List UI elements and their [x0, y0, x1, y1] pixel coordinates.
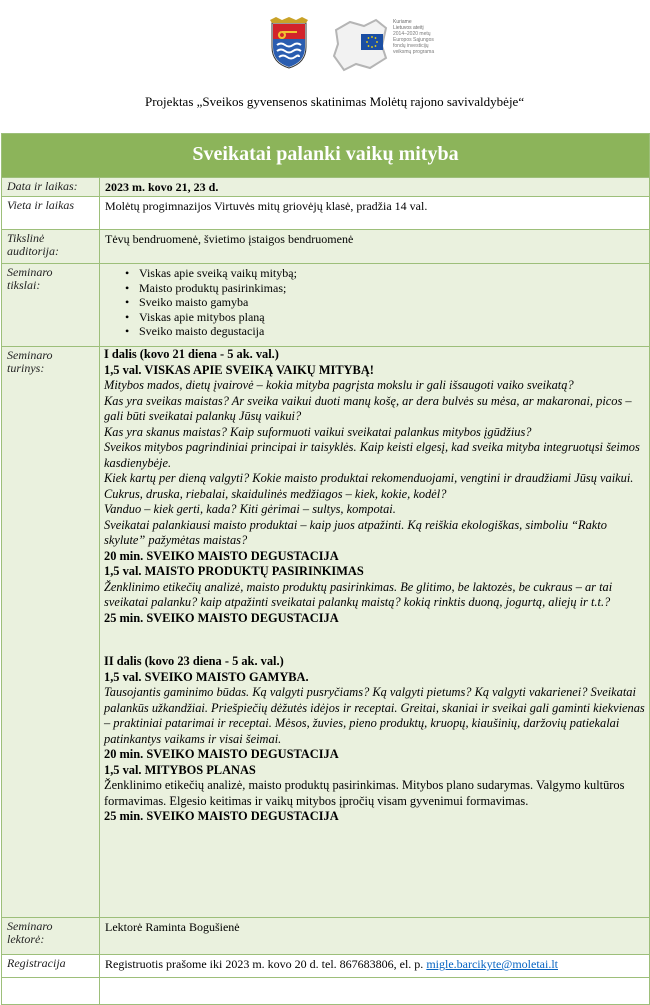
- event-title: Sveikatai palanki vaikų mityba: [2, 134, 650, 178]
- seminar-content: [100, 347, 650, 918]
- p1-text: Kiek kartų per dieną valgyti? Kokie maisto produktai rekomenduojami, vengtini ir draudžiami Jūsų vaikui.: [104, 471, 634, 485]
- logo-header: [0, 16, 650, 78]
- registration-text: Registruotis prašome iki 2023 m. kovo 20 d. tel. 867683806, el. p.: [105, 957, 427, 971]
- p2-section2-heading: 1,5 val. MITYBOS PLANAS: [104, 762, 256, 777]
- p1-text: Kas yra skanus maistas? Kaip suformuoti vaikui sveikatai palankus mitybos įgūdžius?: [104, 424, 532, 439]
- eu-flag-icon: [361, 34, 383, 50]
- p1-text: Cukrus, druska, riebalai, skaidulinės medžiagos – kiek, kokie, kodėl?: [104, 486, 447, 501]
- lecturer-value: Lektorė Raminta Bogušienė: [100, 918, 650, 955]
- goals-row: [2, 264, 650, 347]
- eu-logo: [330, 16, 445, 74]
- lecturer-row: [2, 918, 650, 955]
- event-table: [1, 133, 650, 1005]
- lecturer-label: Seminaro lektorė:: [2, 918, 100, 955]
- goals-list-cell: [100, 264, 650, 347]
- registration-label: Registracija: [2, 955, 100, 978]
- date-label: Data ir laikas:: [2, 178, 100, 197]
- p1-section2-heading: 1,5 val. MAISTO PRODUKTŲ PASIRINKIMAS: [104, 564, 364, 578]
- p1-text: Kas yra sveikas maistas? Ar sveika vaikui duoti manų košę, ar dera bulvės su mėsa, ar makaronai, picos – gali būti sveikatai palankų Jūsų vaikui?: [104, 393, 632, 423]
- p1-section2-text: Ženklinimo etikečių analizė, maisto produktų pasirinkimas. Be glitimo, be laktozės, be cukraus – ar tai sveikatai palanku? kaip atpažinti sveikatai palankų maistą? kokią rinktis duoną, jogurtą, aliejų ir t.t.?: [104, 579, 613, 609]
- goals-label: Seminaro tikslai:: [2, 264, 100, 347]
- place-label: Vieta ir laikas: [2, 197, 100, 230]
- municipality-crest-icon: [268, 17, 310, 69]
- place-row: [2, 197, 650, 230]
- goal-item: • Viskas apie sveiką vaikų mitybą;: [125, 266, 649, 281]
- goal-item: • Viskas apie mitybos planą: [125, 310, 649, 325]
- p1-text: Sveikos mitybos pagrindiniai principai ir taisyklės. Kaip keisti elgesį, kad sveika mityba integruotųsi šeimos kasdienybėje.: [104, 440, 640, 470]
- p1-text: Vanduo – kiek gerti, kada? Kiti gėrimai – sultys, kompotai.: [104, 502, 396, 516]
- p2-section1-text: Tausojantis gaminimo būdas. Ką valgyti pusryčiams? Ką valgyti pietums? Ką valgyti vakarienei? Sveikatai palankūs užkandžiai. Priešpiečių dėžutės idėjos ir receptai. Greitai, skaniai ir sveikai gali gaminti kiekvienas – praktiniai patarimai ir receptai. Mėsos, žuvies, pieno produktų, kruopų, kiaušinių, daržovių patiekalai patinkantys vaikams ir visai šeimai.: [104, 685, 645, 746]
- audience-value: Tėvų bendruomenė, švietimo įstaigos bendruomenė: [100, 230, 650, 264]
- eu-logo-text: Kuriame Lietuvos ateitį 2014–2020 metų Europos Sąjungos fondų investicijų veiksmų programa: [393, 19, 435, 55]
- goals-list: [105, 266, 649, 339]
- audience-row: [2, 230, 650, 264]
- p2-section2-text: Ženklinimo etikečių analizė, maisto produktų pasirinkimas. Mitybos plano sudarymas. Valgymo kultūros formavimas. Elgesio keitimas ir vaikų mitybos įpročių visam gyvenimui formavimas.: [104, 778, 625, 808]
- p1-section1-heading: 1,5 val. VISKAS APIE SVEIKĄ VAIKŲ MITYBĄ!: [104, 362, 374, 377]
- content-row: [2, 347, 650, 918]
- p1-text: Mitybos mados, dietų įvairovė – kokia mityba pagrįsta mokslu ir gali išsaugoti vaiko sveikatą?: [104, 378, 574, 392]
- empty-cell: [2, 978, 100, 1005]
- spacer: [104, 626, 645, 654]
- title-row: [2, 134, 650, 178]
- registration-email-link[interactable]: migle.barcikyte@moletai.lt: [426, 957, 558, 971]
- date-row: [2, 178, 650, 197]
- content-label: Seminaro turinys:: [2, 347, 100, 918]
- p1-text: Sveikatai palankiausi maisto produktai – kaip juos atpažinti. Ką reiškia ekologiškas, simboliu “Rakto skylute” pažymėtas maistas?: [104, 517, 607, 547]
- project-title: Projektas „Sveikos gyvensenos skatinimas Molėtų rajono savivaldybėje“: [145, 94, 525, 109]
- goal-item: • Maisto produktų pasirinkimas;: [125, 281, 649, 296]
- goal-item: • Sveiko maisto gamyba: [125, 295, 649, 310]
- date-value: 2023 m. kovo 21, 23 d.: [100, 178, 650, 197]
- place-value: Molėtų progimnazijos Virtuvės mitų griovėjų klasė, pradžia 14 val.: [100, 197, 650, 230]
- p2-section1-heading: 1,5 val. SVEIKO MAISTO GAMYBA.: [104, 669, 309, 684]
- empty-row: [2, 978, 650, 1005]
- part2-heading: II dalis (kovo 23 diena - 5 ak. val.): [104, 654, 284, 668]
- p2-tasting: 20 min. SVEIKO MAISTO DEGUSTACIJA: [104, 747, 339, 761]
- p2-tasting: 25 min. SVEIKO MAISTO DEGUSTACIJA: [104, 809, 339, 823]
- part1-heading: I dalis (kovo 21 diena - 5 ak. val.): [104, 347, 279, 361]
- empty-cell: [100, 978, 650, 1005]
- registration-value: [100, 955, 650, 978]
- p1-tasting: 25 min. SVEIKO MAISTO DEGUSTACIJA: [104, 610, 339, 625]
- audience-label: Tikslinė auditorija:: [2, 230, 100, 264]
- registration-row: [2, 955, 650, 978]
- goal-item: • Sveiko maisto degustacija: [125, 324, 649, 339]
- p1-tasting: 20 min. SVEIKO MAISTO DEGUSTACIJA: [104, 548, 339, 563]
